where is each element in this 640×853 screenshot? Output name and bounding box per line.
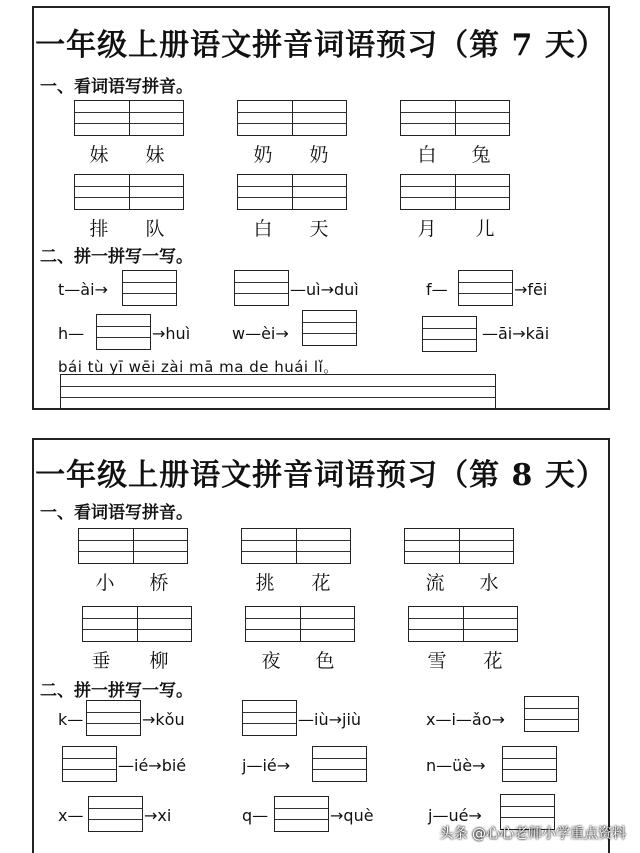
word-char: 垂	[91, 650, 111, 672]
pinyin-grid[interactable]	[74, 100, 184, 136]
answer-box[interactable]	[96, 314, 151, 350]
day7-section1-heading: 一、看词语写拼音。	[40, 77, 193, 97]
spell-item: x—	[58, 806, 84, 825]
spell-item: →huì	[152, 324, 191, 343]
spell-item: →què	[330, 806, 374, 825]
answer-box[interactable]	[242, 700, 297, 736]
day8-card	[32, 438, 610, 853]
pinyin-grid[interactable]	[408, 606, 518, 642]
spell-item: f—	[426, 280, 448, 299]
word-char: 妹	[89, 144, 109, 166]
spell-item: →kǒu	[142, 710, 185, 729]
word-char: 奶	[309, 144, 329, 166]
spell-item: x—i—ǎo→	[426, 710, 505, 729]
day7-card	[32, 6, 610, 410]
word-char: 白	[253, 218, 273, 240]
word-char: 挑	[255, 572, 275, 594]
spell-item: —āi→kāi	[482, 324, 550, 343]
watermark-text: 头条 @心心老师小学重点资料	[439, 826, 626, 842]
spell-item: —ié→bié	[118, 756, 187, 775]
word-char: 月	[417, 218, 437, 240]
pinyin-grid[interactable]	[400, 174, 510, 210]
answer-box[interactable]	[86, 700, 141, 736]
pinyin-grid[interactable]	[82, 606, 192, 642]
spell-item: h—	[58, 324, 85, 343]
spell-item: q—	[242, 806, 269, 825]
word-char: 排	[89, 218, 109, 240]
word-char: 儿	[475, 218, 495, 240]
answer-box[interactable]	[234, 270, 289, 306]
spell-item: j—ié→	[242, 756, 291, 775]
pinyin-grid[interactable]	[245, 606, 355, 642]
word-char: 柳	[149, 650, 169, 672]
word-char: 雪	[427, 650, 447, 672]
spell-item: t—ài→	[58, 280, 108, 299]
spell-item: —iù→jiù	[298, 710, 362, 729]
word-char: 流	[425, 572, 445, 594]
spell-item: →xi	[144, 806, 172, 825]
spell-item: k—	[58, 710, 84, 729]
answer-box[interactable]	[458, 270, 513, 306]
pinyin-grid[interactable]	[78, 528, 188, 564]
word-char: 妹	[145, 144, 165, 166]
pinyin-grid[interactable]	[237, 174, 347, 210]
pinyin-grid[interactable]	[74, 174, 184, 210]
answer-box[interactable]	[502, 746, 557, 782]
word-char: 花	[311, 572, 331, 594]
day7-title: 一年级上册语文拼音词语预习（第 7 天）	[35, 28, 607, 63]
day8-section1-heading: 一、看词语写拼音。	[40, 503, 193, 523]
spell-item: —uì→duì	[290, 280, 359, 299]
spell-item: w—èi→	[232, 324, 289, 343]
word-char: 奶	[253, 144, 273, 166]
sentence-pinyin: bái tù yī wēi zài mā ma de huái lǐ。	[58, 358, 339, 376]
word-char: 色	[315, 650, 335, 672]
answer-box[interactable]	[122, 270, 177, 306]
answer-box[interactable]	[312, 746, 367, 782]
word-char: 水	[479, 572, 499, 594]
day8-section2-heading: 二、拼一拼写一写。	[40, 681, 193, 701]
answer-box[interactable]	[302, 310, 357, 346]
word-char: 天	[309, 218, 329, 240]
answer-box[interactable]	[88, 796, 143, 832]
sentence-writing-line[interactable]	[60, 374, 496, 410]
pinyin-grid[interactable]	[400, 100, 510, 136]
word-char: 桥	[149, 572, 169, 594]
word-char: 小	[95, 572, 115, 594]
word-char: 花	[483, 650, 503, 672]
answer-box[interactable]	[62, 746, 117, 782]
answer-box[interactable]	[524, 696, 579, 732]
word-char: 队	[145, 218, 165, 240]
pinyin-grid[interactable]	[237, 100, 347, 136]
answer-box[interactable]	[422, 316, 477, 352]
day8-title: 一年级上册语文拼音词语预习（第 8 天）	[35, 458, 607, 493]
spell-item: j—ué→	[428, 806, 482, 825]
spell-item: →fēi	[514, 280, 548, 299]
day7-section2-heading: 二、拼一拼写一写。	[40, 247, 193, 267]
pinyin-grid[interactable]	[241, 528, 351, 564]
word-char: 兔	[471, 144, 491, 166]
word-char: 夜	[261, 650, 281, 672]
pinyin-grid[interactable]	[404, 528, 514, 564]
spell-item: n—üè→	[426, 756, 486, 775]
answer-box[interactable]	[274, 796, 329, 832]
word-char: 白	[417, 144, 437, 166]
